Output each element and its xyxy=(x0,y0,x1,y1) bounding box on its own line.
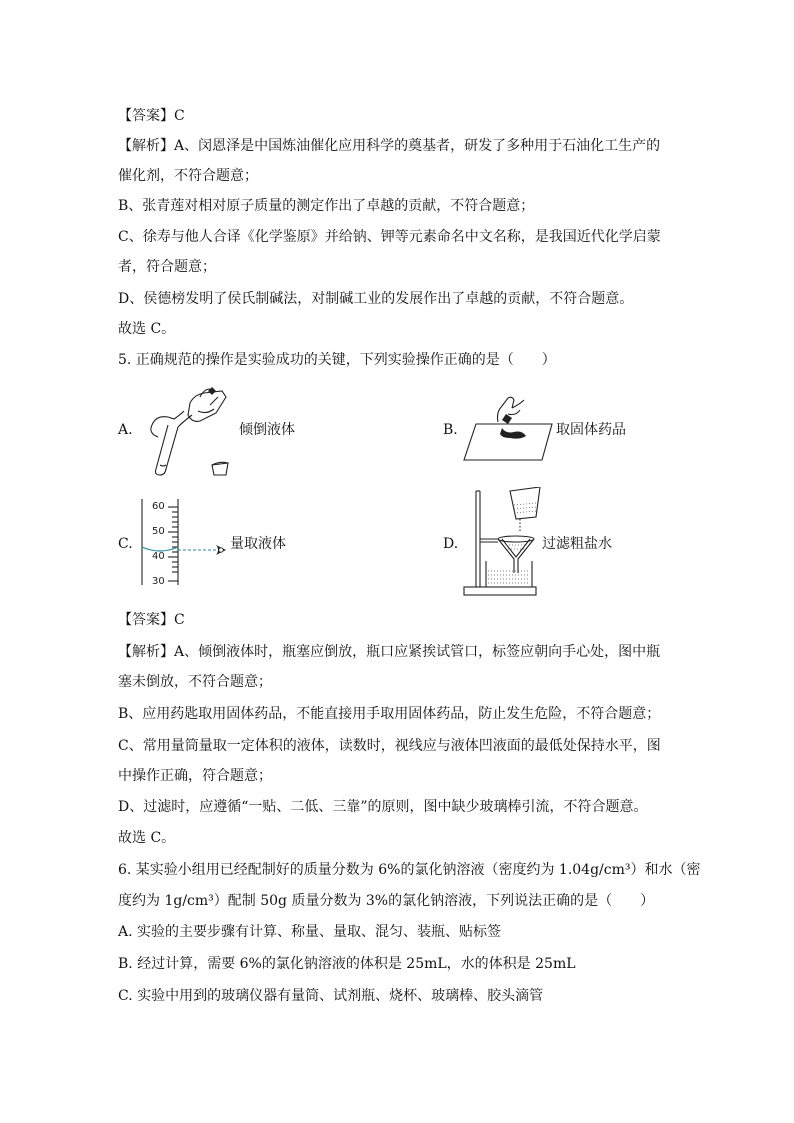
q4-analysis-line: 【解析】A、闵恩泽是中国炼油催化应用科学的奠基者，研发了多种用于石油化工生产的 xyxy=(118,138,661,154)
q5-analysis-line: D、过滤时，应遵循“一贴、二低、三靠”的原则，图中缺少玻璃棒引流，不符合题意。 xyxy=(118,799,648,815)
q5-option-d-caption: 过滤粗盐水 xyxy=(542,536,612,552)
q5-option-c-caption: 量取液体 xyxy=(230,536,286,552)
q5-analysis-line: 故选 C。 xyxy=(118,830,176,846)
q4-analysis-line: 催化剂，不符合题意； xyxy=(118,168,258,184)
q5-analysis-line: 【解析】A、倾倒液体时，瓶塞应倒放，瓶口应紧挨试管口，标签应朝向手心处，图中瓶 xyxy=(118,644,661,660)
q6-option: A. 实验的主要步骤有计算、称量、量取、混匀、装瓶、贴标签 xyxy=(118,924,502,940)
q4-analysis-line: D、侯德榜发明了侯氏制碱法，对制碱工业的发展作出了卓越的贡献，不符合题意。 xyxy=(118,291,634,307)
q6-stem-line: 度约为 1g/cm³）配制 50g 质量分数为 3%的氯化钠溶液，下列说法正确的是（ ） xyxy=(118,893,655,909)
q5-answer: 【答案】C xyxy=(118,612,185,628)
pouring-liquid-illustration xyxy=(138,385,233,477)
graduated-cylinder-illustration xyxy=(134,495,234,589)
q5-stem: 5. 正确规范的操作是实验成功的关键，下列实验操作正确的是（ ） xyxy=(118,352,556,368)
taking-solid-illustration xyxy=(462,394,554,464)
q5-option-b-caption: 取固体药品 xyxy=(556,422,626,438)
cylinder-tick-label: 40 xyxy=(152,551,165,562)
q5-analysis-line: 中操作正确，符合题意； xyxy=(118,768,272,784)
filtration-apparatus-illustration xyxy=(462,487,550,597)
q5-option-a-caption: 倾倒液体 xyxy=(239,422,295,438)
q5-analysis-line: C、常用量筒量取一定体积的液体，读数时，视线应与液体凹液面的最低处保持水平，图 xyxy=(118,738,661,754)
q5-option-c-letter: C. xyxy=(118,536,133,552)
cylinder-tick-label: 60 xyxy=(152,501,165,512)
q5-option-a-letter: A. xyxy=(118,422,133,438)
q5-analysis-line: B、应用药匙取用固体药品，不能直接用手取用固体药品，防止发生危险，不符合题意； xyxy=(118,706,661,722)
q4-analysis-line: C、徐寿与他人合译《化学鉴原》并给钠、钾等元素命名中文名称，是我国近代化学启蒙 xyxy=(118,229,661,245)
q6-option: C. 实验中用到的玻璃仪器有量筒、试剂瓶、烧杯、玻璃棒、胶头滴管 xyxy=(118,988,544,1004)
q5-option-d-letter: D. xyxy=(443,536,459,552)
cylinder-tick-label: 50 xyxy=(152,526,165,537)
q5-option-b-letter: B. xyxy=(443,422,458,438)
q4-analysis-line: B、张青莲对相对原子质量的测定作出了卓越的贡献，不符合题意； xyxy=(118,198,535,214)
q4-analysis-line: 者，符合题意； xyxy=(118,259,216,275)
q6-stem-line: 6. 某实验小组用已经配制好的质量分数为 6%的氯化钠溶液（密度约为 1.04g/cm³）和水（密 xyxy=(118,862,701,878)
cylinder-tick-label: 30 xyxy=(152,576,165,587)
q6-option: B. 经过计算，需要 6%的氯化钠溶液的体积是 25mL，水的体积是 25mL xyxy=(118,956,576,972)
q4-analysis-line: 故选 C。 xyxy=(118,321,176,337)
q5-analysis-line: 塞未倒放，不符合题意； xyxy=(118,674,272,690)
q4-answer: 【答案】C xyxy=(118,108,185,124)
